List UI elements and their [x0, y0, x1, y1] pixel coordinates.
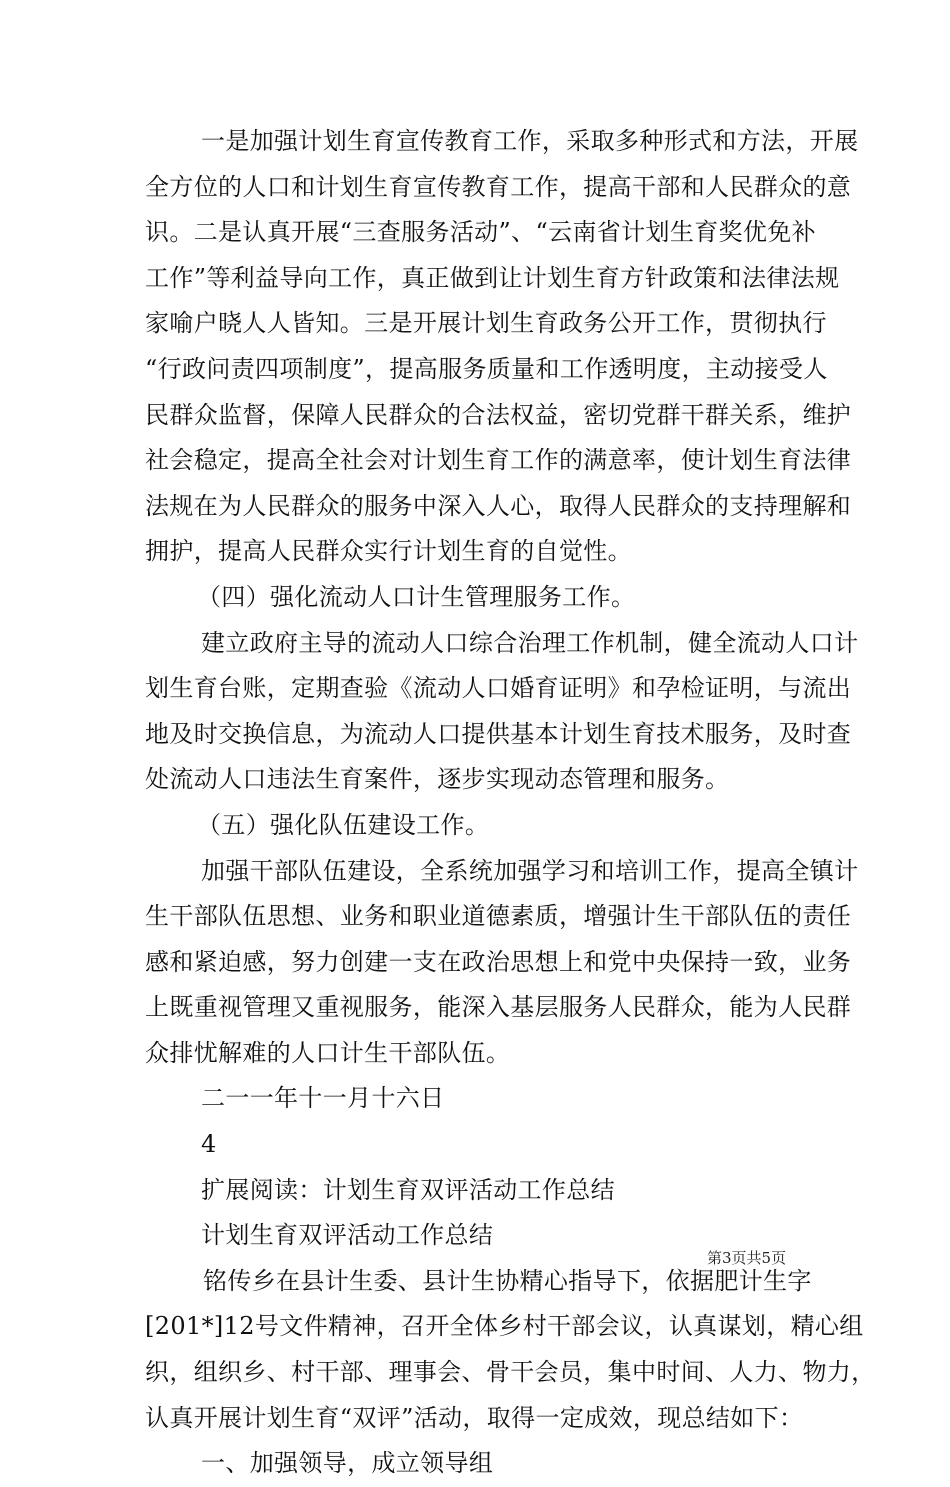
text-line: 工作”等利益导向工作，真正做到让计划生育方针政策和法律法规: [145, 263, 840, 292]
text-line: 众排忧解难的人口计生干部队伍。: [145, 1038, 511, 1067]
text-line: 加强干部队伍建设，全系统加强学习和培训工作，提高全镇计: [201, 856, 859, 885]
text-line: 家喻户晓人人皆知。三是开展计划生育政务公开工作，贯彻执行: [145, 309, 827, 338]
section-heading: （五）强化队伍建设工作。: [197, 810, 490, 839]
text-line: 一是加强计划生育宣传教育工作，采取多种形式和方法，开展: [201, 127, 859, 155]
text-line: 建立政府主导的流动人口综合治理工作机制，健全流动人口计: [201, 628, 859, 657]
text-line: 社会稳定，提高全社会对计划生育工作的满意率，使计划生育法律: [145, 446, 852, 475]
section-heading: 一、加强领导，成立领导组: [201, 1449, 494, 1478]
text-line: 法规在为人民群众的服务中深入人心，取得人民群众的支持理解和: [145, 491, 852, 520]
text-line: 全方位的人口和计划生育宣传教育工作，提高干部和人民群众的意: [145, 172, 852, 201]
text-line: 认真开展计划生育“双评”活动，取得一定成效，现总结如下：: [145, 1403, 804, 1432]
text-line: 生干部队伍思想、业务和职业道德素质，增强计生干部队伍的责任: [145, 902, 852, 931]
page-number-marker: 4: [201, 1130, 217, 1159]
text-line: 上既重视管理又重视服务，能深入基层服务人民群众，能为人民群: [145, 993, 852, 1022]
text-line: 处流动人口违法生育案件，逐步实现动态管理和服务。: [145, 765, 730, 794]
date-line: 二一一年十一月十六日: [201, 1084, 445, 1113]
extended-reading-heading: 扩展阅读：计划生育双评活动工作总结: [201, 1175, 615, 1204]
text-line: 感和紧迫感，努力创建一支在政治思想上和党中央保持一致，业务: [145, 947, 852, 976]
text-line: [201*]12号文件精神，召开全体乡村干部会议，认真谋划，精心组: [145, 1312, 864, 1341]
page-footer: 第3页共5页: [707, 1249, 787, 1267]
text-line: “行政问责四项制度”，提高服务质量和工作透明度，主动接受人: [145, 354, 828, 383]
text-line: 铭传乡在县计生委、县计生协精心指导下，依据肥计生字: [203, 1266, 812, 1295]
document-body: [145, 119, 876, 1487]
text-line: 地及时交换信息，为流动人口提供基本计划生育技术服务，及时查: [145, 719, 852, 748]
section-heading: （四）强化流动人口计生管理服务工作。: [197, 582, 636, 611]
text-line: 划生育台账，定期查验《流动人口婚育证明》和孕检证明，与流出: [145, 674, 852, 703]
text-line: 民群众监督，保障人民群众的合法权益，密切党群干群关系，维护: [145, 400, 852, 429]
text-line: 识。二是认真开展“三查服务活动”、“云南省计划生育奖优免补: [145, 218, 816, 247]
text-line: 织，组织乡、村干部、理事会、骨干会员，集中时间、人力、物力，: [145, 1358, 876, 1387]
text-line: 拥护，提高人民群众实行计划生育的自觉性。: [145, 537, 632, 566]
article-title: 计划生育双评活动工作总结: [201, 1221, 494, 1250]
